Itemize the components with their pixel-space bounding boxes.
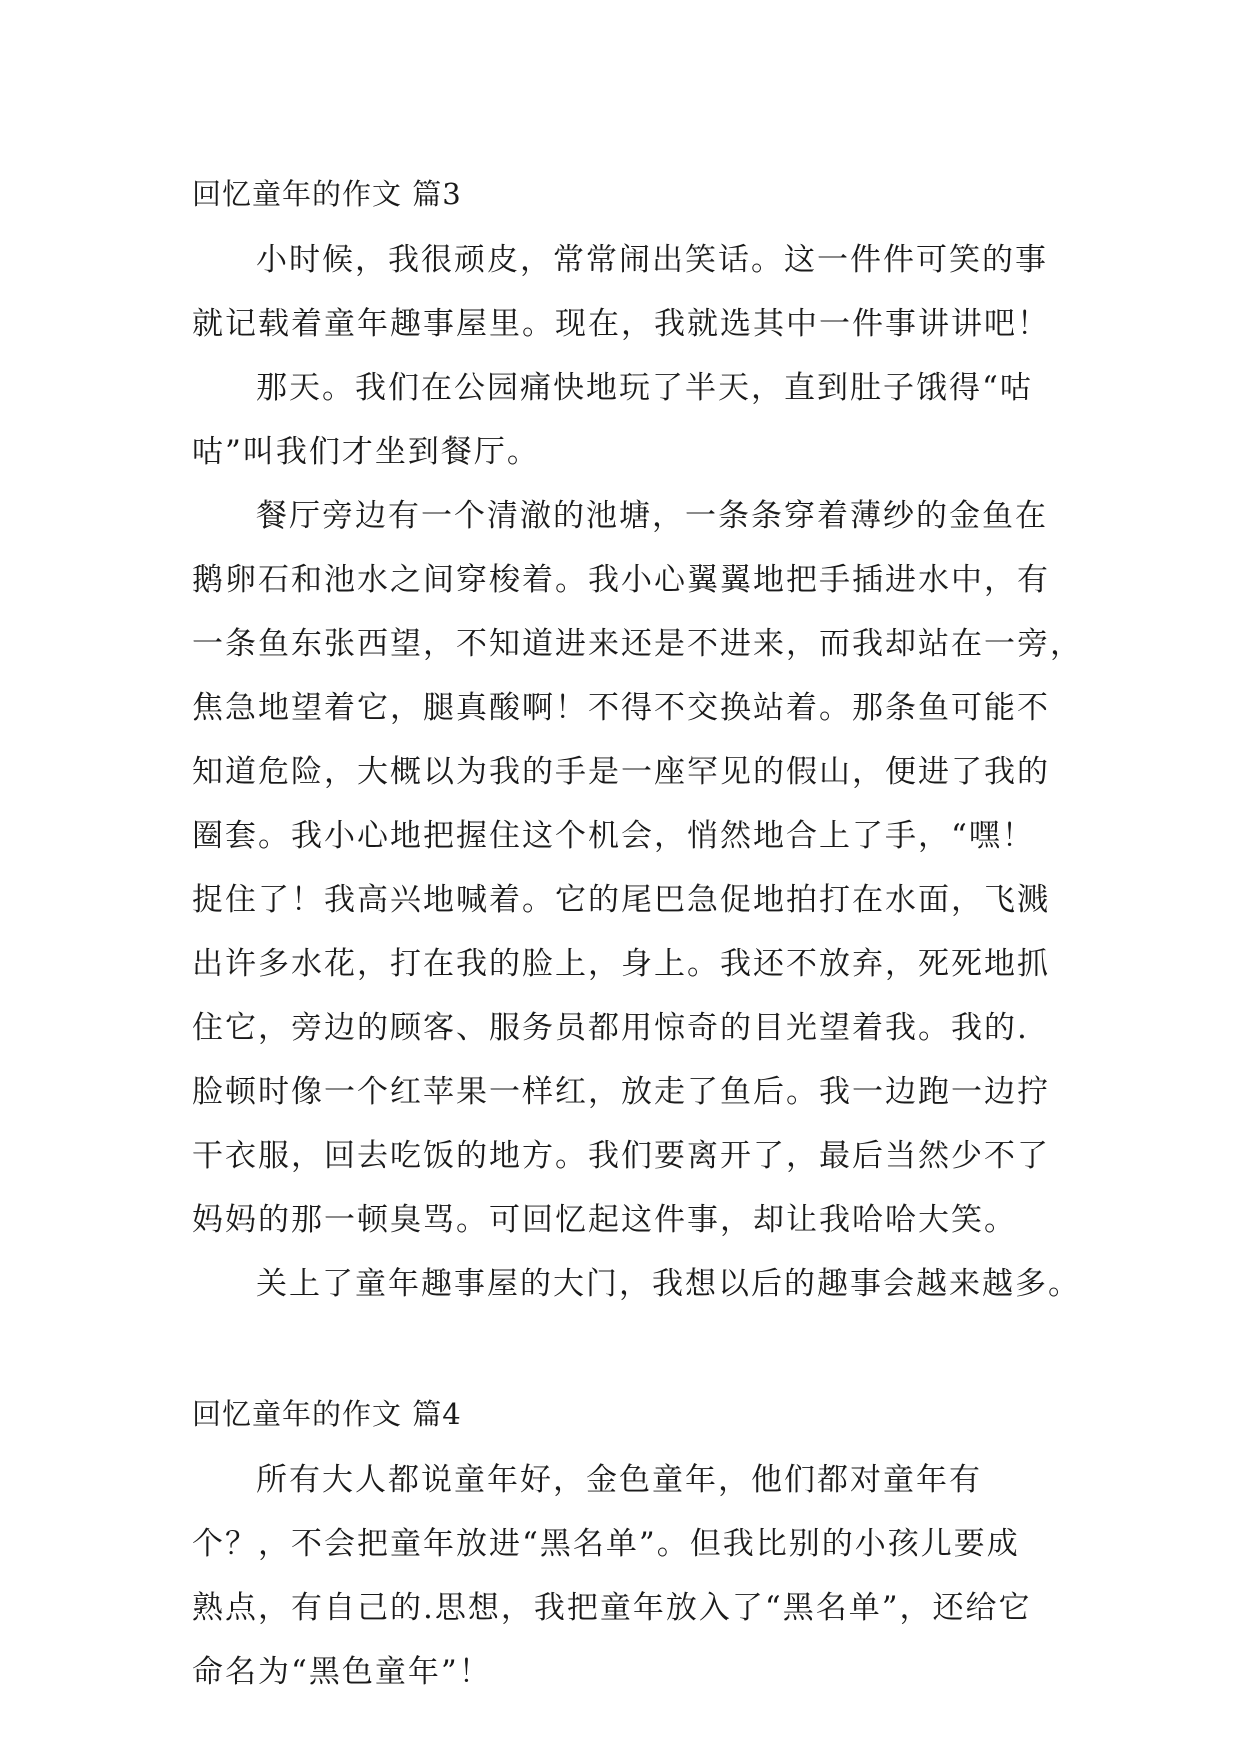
paragraph-line: 关上了童年趣事屋的大门，我想以后的趣事会越来越多。: [256, 1266, 1081, 1302]
paragraph-line: 鹅卵石和池水之间穿梭着。我小心翼翼地把手插进水中，有: [192, 562, 1050, 598]
paragraph-line: 干衣服，回去吃饭的地方。我们要离开了，最后当然少不了: [192, 1138, 1050, 1174]
paragraph-line: 命名为“黑色童年”！: [192, 1654, 492, 1690]
paragraph-line: 就记载着童年趣事屋里。现在，我就选其中一件事讲讲吧！: [192, 306, 1050, 342]
paragraph-line: 出许多水花，打在我的脸上，身上。我还不放弃，死死地抓: [192, 946, 1050, 982]
paragraph-line: 知道危险，大概以为我的手是一座罕见的假山，便进了我的: [192, 754, 1050, 790]
paragraph-line: 一条鱼东张西望，不知道进来还是不进来，而我却站在一旁，: [192, 626, 1083, 662]
paragraph-line: 那天。我们在公园痛快地玩了半天，直到肚子饿得“咕: [256, 370, 1033, 406]
section-3-heading: 回忆童年的作文 篇3: [192, 177, 462, 211]
document-page: [192, 160, 1083, 1704]
paragraph-line: 餐厅旁边有一个清澈的池塘，一条条穿着薄纱的金鱼在: [256, 498, 1048, 534]
paragraph-line: 小时候，我很顽皮，常常闹出笑话。这一件件可笑的事: [256, 242, 1048, 278]
paragraph-line: 焦急地望着它，腿真酸啊！不得不交换站着。那条鱼可能不: [192, 690, 1050, 726]
paragraph-line: 捉住了！我高兴地喊着。它的尾巴急促地拍打在水面，飞溅: [192, 882, 1050, 918]
paragraph-line: 妈妈的那一顿臭骂。可回忆起这件事，却让我哈哈大笑。: [192, 1202, 1017, 1238]
paragraph-line: 圈套。我小心地把握住这个机会，悄然地合上了手，“嘿！: [192, 818, 1035, 854]
section-spacer: [192, 1316, 1052, 1380]
paragraph-line: 咕”叫我们才坐到餐厅。: [192, 434, 540, 470]
paragraph-line: 熟点，有自己的.思想，我把童年放入了“黑名单”，还给它: [192, 1590, 1032, 1626]
section-4-heading: 回忆童年的作文 篇4: [192, 1397, 462, 1431]
paragraph-line: 住它，旁边的顾客、服务员都用惊奇的目光望着我。我的.: [192, 1010, 1029, 1046]
paragraph-line: 脸顿时像一个红苹果一样红，放走了鱼后。我一边跑一边拧: [192, 1074, 1050, 1110]
paragraph-line: 个？，不会把童年放进“黑名单”。但我比别的小孩儿要成: [192, 1526, 1020, 1562]
paragraph-line: 所有大人都说童年好，金色童年，他们都对童年有: [256, 1462, 982, 1498]
